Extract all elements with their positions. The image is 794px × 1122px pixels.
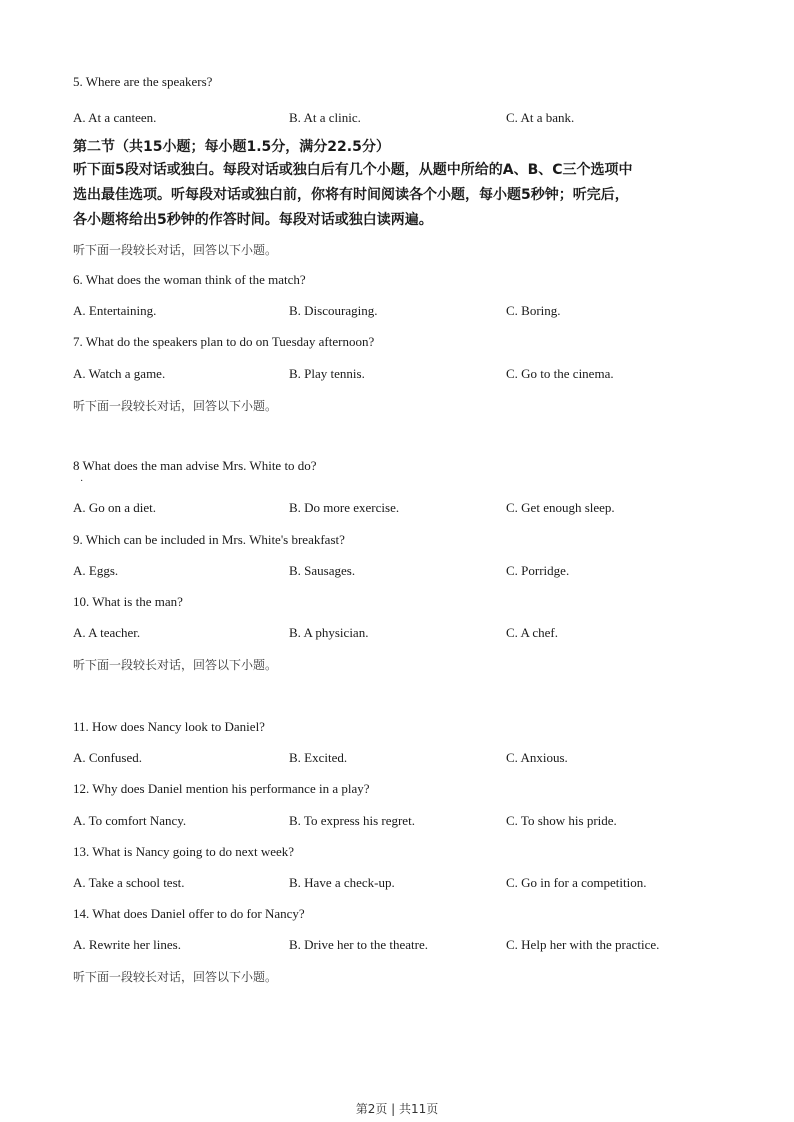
q11-option-b: B. Excited. (289, 750, 348, 765)
q9-option-a: A. Eggs. (73, 563, 119, 578)
question-11: 11. How does Nancy look to Daniel? (73, 719, 265, 734)
q7-option-a: A. Watch a game. (73, 366, 166, 381)
page-footer: 第2页 | 共11页 (355, 1102, 439, 1116)
q8-option-b: B. Do more exercise. (289, 500, 400, 515)
question-7: 7. What do the speakers plan to do on Tuesday afternoon? (73, 334, 375, 349)
q6-option-a: A. Entertaining. (73, 303, 157, 318)
section-2-line-1: 听下面5段对话或独白。每段对话或独白后有几个小题，从题中所给的A、B、C三个选项中 (73, 162, 633, 178)
q12-option-c: C. To show his pride. (506, 813, 617, 828)
q5-option-b: B. At a clinic. (289, 110, 361, 125)
q11-option-a: A. Confused. (73, 750, 142, 765)
q10-option-b: B. A physician. (289, 625, 369, 640)
question-5: 5. Where are the speakers? (73, 74, 213, 89)
question-8: 8 What does the man advise Mrs. White to do? (73, 458, 317, 473)
dialogue-instruction-4: 听下面一段较长对话，回答以下小题。 (73, 970, 278, 984)
q12-option-a: A. To comfort Nancy. (73, 813, 187, 828)
q8-option-a: A. Go on a diet. (73, 500, 157, 515)
q10-option-a: A. A teacher. (73, 625, 141, 640)
q14-option-a: A. Rewrite her lines. (73, 937, 181, 952)
q6-option-b: B. Discouraging. (289, 303, 378, 318)
dialogue-instruction-1: 听下面一段较长对话，回答以下小题。 (73, 243, 278, 257)
dialogue-instruction-2: 听下面一段较长对话，回答以下小题。 (73, 399, 278, 413)
section-2-line-2: 选出最佳选项。听每段对话或独白前，你将有时间阅读各个小题，每小题5秒钟；听完后， (73, 187, 629, 203)
question-10: 10. What is the man? (73, 594, 183, 609)
q12-option-b: B. To express his regret. (289, 813, 415, 828)
question-14: 14. What does Daniel offer to do for Nancy? (73, 906, 305, 921)
q14-option-c: C. Help her with the practice. (506, 937, 660, 952)
section-2-line-3: 各小题将给出5秒钟的作答时间。每段对话或独白读两遍。 (73, 212, 433, 228)
question-13: 13. What is Nancy going to do next week? (73, 844, 295, 859)
q5-option-a: A. At a canteen. (73, 110, 157, 125)
q11-option-c: C. Anxious. (506, 750, 568, 765)
q13-option-c: C. Go in for a competition. (506, 875, 647, 890)
dialogue-instruction-3: 听下面一段较长对话，回答以下小题。 (73, 658, 278, 672)
question-12: 12. Why does Daniel mention his performance in a play? (73, 781, 370, 796)
q10-option-c: C. A chef. (506, 625, 558, 640)
q9-option-c: C. Porridge. (506, 563, 570, 578)
q9-option-b: B. Sausages. (289, 563, 356, 578)
section-2-title: 第二节（共15小题；每小题1.5分，满分22.5分） (73, 139, 390, 155)
q13-option-a: A. Take a school test. (73, 875, 185, 890)
stray-dot: · (80, 476, 84, 487)
q7-option-c: C. Go to the cinema. (506, 366, 614, 381)
q5-option-c: C. At a bank. (506, 110, 575, 125)
question-6: 6. What does the woman think of the match? (73, 272, 306, 287)
section-2-instructions (73, 158, 723, 233)
q8-option-c: C. Get enough sleep. (506, 500, 615, 515)
question-9: 9. Which can be included in Mrs. White's breakfast? (73, 532, 345, 547)
q13-option-b: B. Have a check-up. (289, 875, 395, 890)
q7-option-b: B. Play tennis. (289, 366, 365, 381)
q14-option-b: B. Drive her to the theatre. (289, 937, 428, 952)
q6-option-c: C. Boring. (506, 303, 561, 318)
